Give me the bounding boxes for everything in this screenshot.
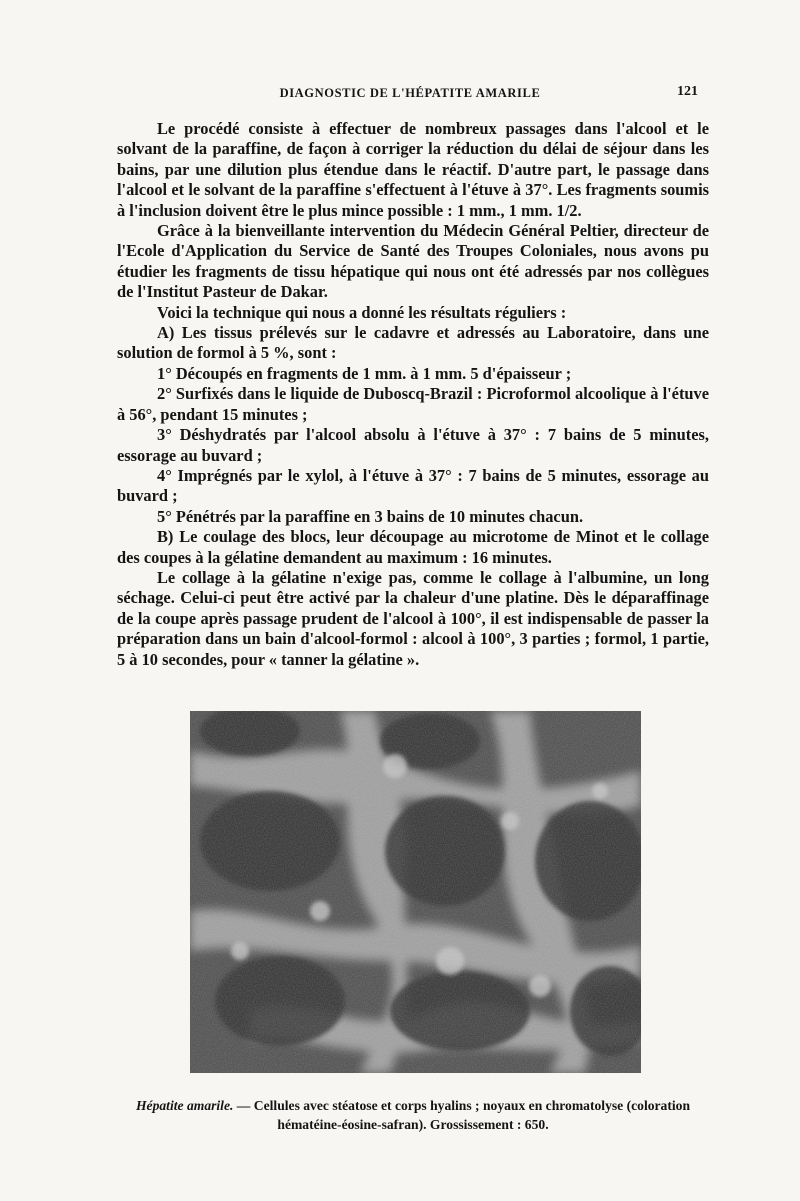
figure-caption [117,1096,709,1134]
micrograph-figure [190,711,641,1073]
paragraph: 3° Déshydratés par l'alcool absolu à l'étuve à 37° : 7 bains de 5 minutes, essorage au buvard ; [117,425,709,465]
paragraph: Le collage à la gélatine n'exige pas, comme le collage à l'albumine, un long séchage. Celui-ci peut être activé par la chaleur d'une platine. Dès le déparaffinage de la coupe après passage prudent de l'alcool à 100°, il est indispensable de passer la préparation dans un bain d'alcool-formol : alcool à 100°, 3 parties ; formol, 1 partie, 5 à 10 secondes, pour « tanner la gélatine ». [117,567,709,669]
paragraph: Grâce à la bienveillante intervention du Médecin Général Peltier, directeur de l'Ecole d'Application du Service de Santé des Troupes Coloniales, nous avons pu étudier les fragments de tissu hépatique qui nous ont été adressés par nos collègues de l'Institut Pasteur de Dakar. [117,221,709,302]
paragraph: A) Les tissus prélevés sur le cadavre et adressés au Laboratoire, dans une solution de formol à 5 %, sont : [117,323,709,363]
body-text [117,119,709,670]
paragraph: Le procédé consiste à effectuer de nombreux passages dans l'alcool et le solvant de la paraffine, de façon à corriger la réduction du délai de séjour dans les bains, par une dilution plus étendue dans le réactif. D'autre part, le passage dans l'alcool et le solvant de la paraffine s'effectuent à l'étuve à 37°. Les fragments soumis à l'inclusion doivent être le plus mince possible : 1 mm., 1 mm. 1/2. [117,119,709,220]
paragraph: 5° Pénétrés par la paraffine en 3 bains de 10 minutes chacun. [157,506,584,526]
running-title: DIAGNOSTIC DE L'HÉPATITE AMARILE [279,86,541,100]
paragraph: Voici la technique qui nous a donné les résultats réguliers : [157,302,567,322]
caption-text: — Cellules avec stéatose et corps hyalins ; noyaux en chromatolyse (coloration hématéine-éosine-safran). Grossissement : 650. [233,1098,691,1132]
paragraph: 1° Découpés en fragments de 1 mm. à 1 mm. 5 d'épaisseur ; [157,363,572,383]
micrograph-image [190,711,641,1073]
paragraph: 2° Surfixés dans le liquide de Duboscq-Brazil : Picroformol alcoolique à l'étuve à 56°, pendant 15 minutes ; [117,384,709,424]
paragraph: B) Le coulage des blocs, leur découpage au microtome de Minot et le collage des coupes à la gélatine demandent au maximum : 16 minutes. [117,527,709,567]
caption-label: Hépatite amarile. [135,1098,234,1113]
paragraph: 4° Imprégnés par le xylol, à l'étuve à 37° : 7 bains de 5 minutes, essorage au buvard ; [117,465,709,506]
page-header [120,86,700,106]
page-number: 121 [677,84,698,99]
